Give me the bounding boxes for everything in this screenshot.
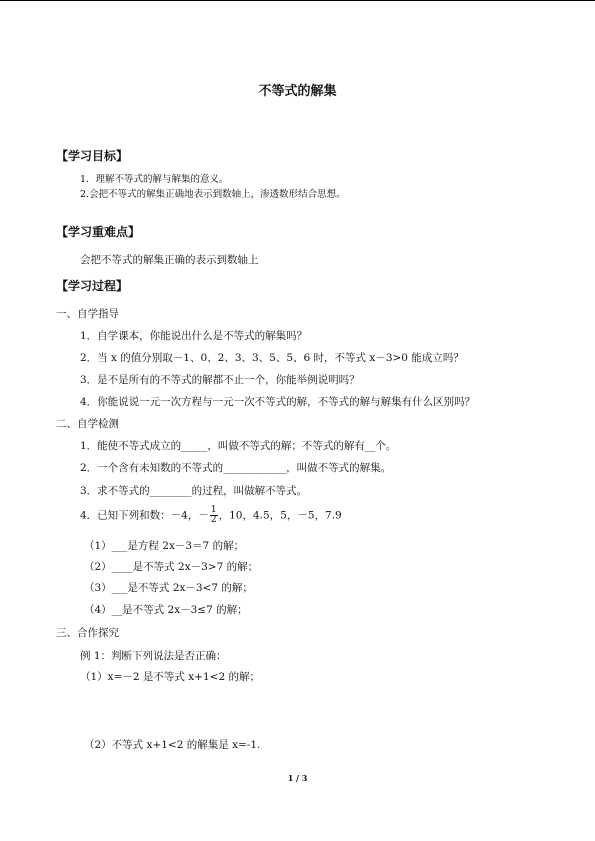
page-title: 不等式的解集: [258, 84, 337, 99]
part2-subitem-2: （2）____是不等式 2x－3>7 的解；: [84, 561, 259, 573]
fraction: [210, 506, 218, 525]
section-heading-process: 【学习过程】: [56, 279, 129, 293]
section-heading-key: 【学习重难点】: [56, 225, 141, 239]
goal-item-1: 1．理解不等式的解与解集的意义。: [80, 174, 229, 185]
part2-item-3: 3．求不等式的________的过程，叫做解不等式。: [80, 485, 308, 497]
part2-item-4: [80, 506, 342, 525]
example-1-intro: 例 1：判断下列说法是否正确：: [80, 650, 227, 662]
part1-item-1: 1．自学课本，你能说出什么是不等式的解集吗？: [80, 330, 308, 342]
part3-heading: 三、合作探究: [56, 627, 119, 639]
key-point-text: 会把不等式的解集正确的表示到数轴上: [80, 254, 259, 266]
example-1-question-2: （2）不等式 x+1<2 的解集是 x=-1.: [84, 739, 261, 751]
part2-item-2: 2．一个含有未知数的不等式的____________，叫做不等式的解集。: [80, 462, 392, 474]
item4-suffix: ，10，4.5，5，－5，7.9: [218, 509, 342, 522]
page-number: 1 / 3: [287, 773, 308, 783]
part2-subitem-3: （3）___是不等式 2x－3<7 的解；: [84, 582, 253, 594]
fraction-denominator: 2: [210, 515, 217, 525]
part1-item-3: 3．是不是所有的不等式的解都不止一个，你能举例说明吗？: [80, 374, 360, 386]
section-heading-goals: 【学习目标】: [56, 149, 129, 163]
part2-subitem-1: （1）___是方程 2x－3＝7 的解；: [84, 540, 245, 552]
item4-prefix: 4．已知下列和数：－4，－: [80, 509, 209, 522]
part2-subitem-4: （4）__是不等式 2x－3≤7 的解；: [84, 604, 248, 616]
part2-item-1: 1．能使不等式成立的_____，叫做不等式的解；不等式的解有__个。: [80, 440, 397, 452]
part1-item-2: 2．当 x 的值分别取－1、0、2、3、3、5、5、6 时，不等式 x－3>0 能成立吗？: [80, 352, 464, 364]
fraction-numerator: 1: [210, 505, 217, 515]
example-1-question-1: （1）x=－2 是不等式 x+1<2 的解；: [80, 671, 260, 683]
top-rule: [0, 0, 595, 1]
goal-item-2: 2.会把不等式的解集正确地表示到数轴上，渗透数形结合思想。: [80, 189, 346, 200]
part1-item-4: 4．你能说说一元一次方程与一元一次不等式的解，不等式的解与解集有什么区别吗？: [80, 396, 476, 408]
part2-heading: 二、自学检测: [56, 418, 119, 430]
part1-heading: 一、自学指导: [56, 308, 119, 320]
